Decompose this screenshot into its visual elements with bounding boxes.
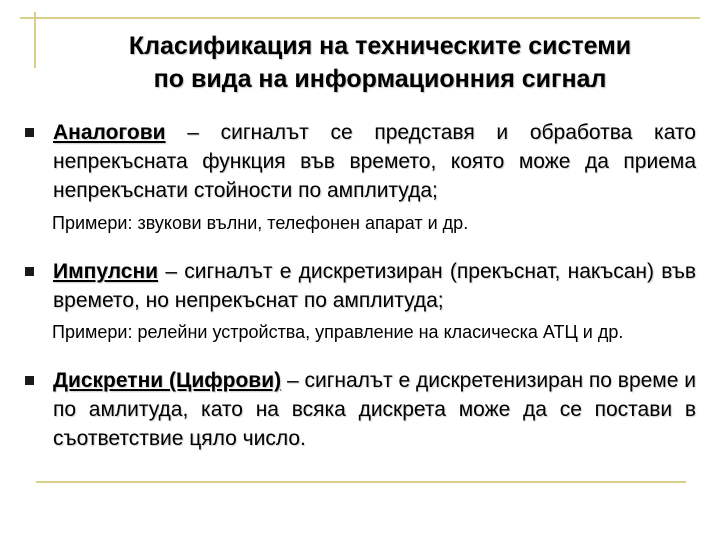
- slide-title: [40, 30, 720, 96]
- bullet-analog-description: – сигналът се представя и обработва като непрекъсната функция във времето, която може да приема непрекъснати стойности по амплитуда;: [53, 121, 696, 202]
- bullet-pulse-description: – сигналът е дискретизиран (прекъснат, накъсан) във времето, но непрекъснат по амплитуда;: [53, 260, 696, 312]
- bullet-pulse-text: [53, 257, 696, 315]
- square-bullet-icon: [25, 267, 34, 276]
- bottom-divider-line: [36, 481, 686, 483]
- example-pulse: Примери: релейни устройства, управление на класическа АТЦ и др.: [52, 322, 624, 342]
- title-frame-vertical-line: [34, 12, 36, 68]
- title-line-1: Класификация на техническите системи: [128, 32, 632, 60]
- title-line-2: по вида на информационния сигнал: [153, 65, 607, 93]
- term-analog: Аналогови: [53, 121, 166, 144]
- term-digital: Дискретни (Цифрови): [53, 369, 282, 392]
- bullet-analog-text: [53, 118, 696, 205]
- example-analog: Примери: звукови вълни, телефонен апарат и др.: [52, 213, 469, 233]
- bullet-digital-description: – сигналът е дискретенизиран по време и по амлитуда, като на всяка дискрета може да се постави в съответствие цяло число.: [53, 369, 697, 450]
- square-bullet-icon: [25, 376, 34, 385]
- title-frame-horizontal-line: [20, 17, 700, 19]
- square-bullet-icon: [25, 128, 34, 137]
- bullet-digital-text: [53, 366, 696, 453]
- term-pulse: Импулсни: [53, 260, 159, 283]
